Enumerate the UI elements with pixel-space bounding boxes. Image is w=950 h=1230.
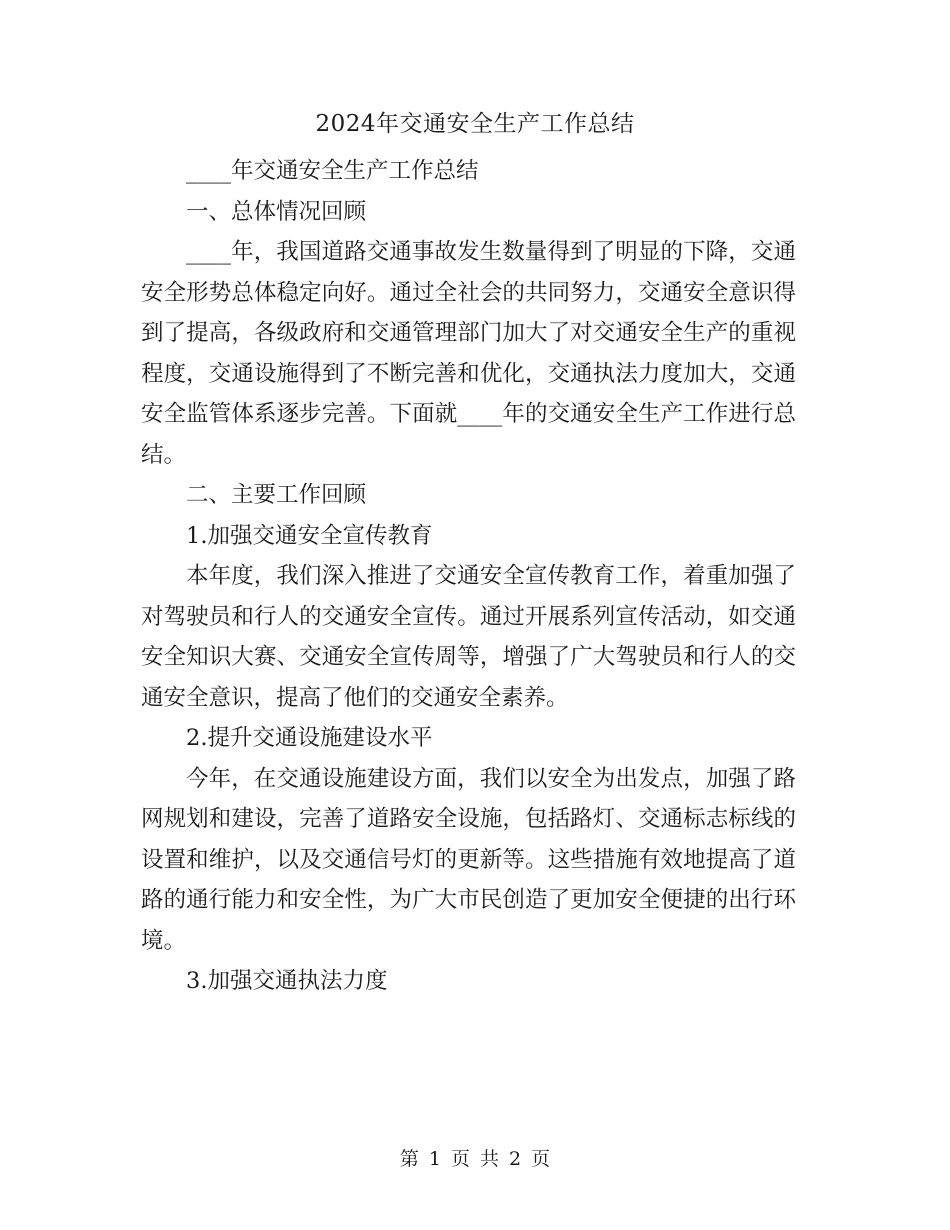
page-footer: 第 1 页 共 2 页 bbox=[399, 1148, 551, 1170]
section-heading-main-work: 二、主要工作回顾 bbox=[186, 482, 367, 508]
body-paragraph: 今年，在交通设施建设方面，我们以安全为出发点，加强了路网规划和建设，完善了道路安全设施，包括路灯、交通标志标线的设置和维护，以及交通信号灯的更新等。这些措施有效地提高了道路的通行能力和安全性，为广大市民创造了更加安全便捷的出行环境。 bbox=[141, 765, 796, 954]
body-paragraph: ____年，我国道路交通事故发生数量得到了明显的下降，交通安全形势总体稳定向好。通过全社会的共同努力，交通安全意识得到了提高，各级政府和交通管理部门加大了对交通安全生产的重视程度，交通设施得到了不断完善和优化，交通执法力度加大，交通安全监管体系逐步完善。下面就____年的交通安全生产工作进行总结。 bbox=[141, 239, 796, 468]
subsection-heading: 3.加强交通执法力度 bbox=[186, 968, 388, 994]
subsection-heading: 2.提升交通设施建设水平 bbox=[186, 725, 433, 751]
section-heading-overview: 一、总体情况回顾 bbox=[186, 198, 367, 225]
document-title: 2024年交通安全生产工作总结 bbox=[315, 111, 635, 137]
subtitle-paragraph: ____年交通安全生产工作总结 bbox=[186, 158, 479, 184]
document-body bbox=[141, 151, 796, 1002]
subsection-heading: 1.加强交通安全宣传教育 bbox=[186, 522, 433, 549]
body-paragraph: 本年度，我们深入推进了交通安全宣传教育工作，着重加强了对驾驶员和行人的交通安全宣传。通过开展系列宣传活动，如交通安全知识大赛、交通安全宣传周等，增强了广大驾驶员和行人的交通安全意识，提高了他们的交通安全素养。 bbox=[141, 563, 796, 711]
